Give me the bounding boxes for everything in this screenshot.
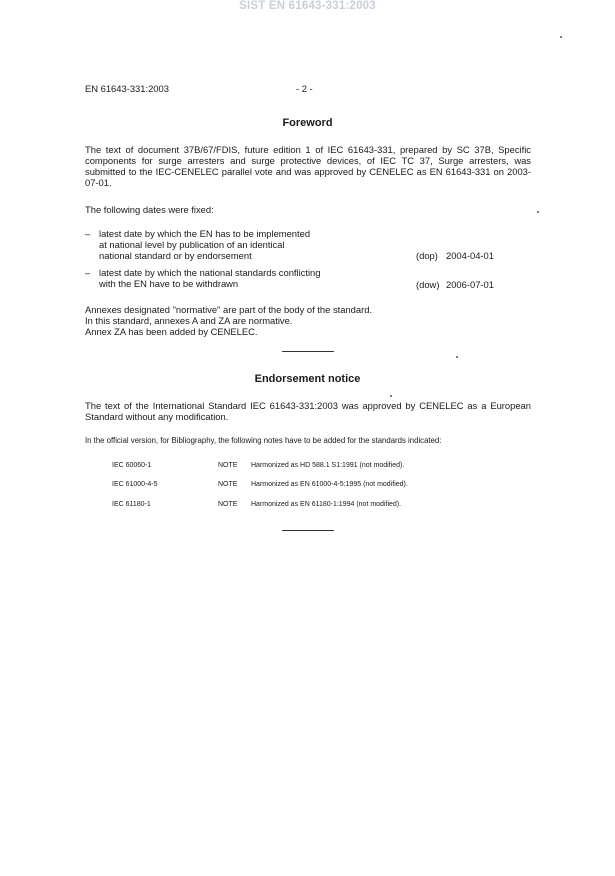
scan-speck bbox=[537, 211, 539, 213]
dates-item-line: at national level by publication of an identical bbox=[99, 239, 285, 250]
bibliography-intro: In the official version, for Bibliography, the following notes have to be added for the standards indicated: bbox=[85, 436, 442, 445]
list-bullet: – bbox=[85, 267, 91, 278]
dates-item-line: national standard or by endorsement bbox=[99, 250, 252, 261]
note-label: NOTE bbox=[218, 501, 238, 508]
note-text: Harmonized as HD 588.1 S1:1991 (not modified). bbox=[251, 462, 405, 469]
endorsement-paragraph: The text of the International Standard IEC 61643-331:2003 was approved by CENELEC as a European Standard without any modification. bbox=[85, 400, 531, 422]
annex-line: Annex ZA has been added by CENELEC. bbox=[85, 326, 258, 337]
dates-item-line: with the EN have to be withdrawn bbox=[99, 278, 239, 289]
scan-speck bbox=[560, 36, 562, 38]
scan-speck bbox=[456, 356, 458, 358]
section-divider bbox=[282, 530, 334, 531]
dates-item-line: latest date by which the national standards conflicting bbox=[99, 267, 321, 278]
list-bullet: – bbox=[85, 228, 91, 239]
foreword-intro-paragraph: The text of document 37B/67/FDIS, future edition 1 of IEC 61643-331, prepared by SC 37B, Specific components for surge arresters and surge protective devices, of IEC TC 37, Surge arresters, was submitted to the IEC-CENELEC parallel vote and was approved by CENELEC as EN 61643-331 on 2003-07-01. bbox=[85, 144, 531, 188]
dates-item-code: (dop) bbox=[416, 250, 438, 261]
note-standard: IEC 61180-1 bbox=[112, 501, 151, 508]
note-text: Harmonized as EN 61180-1:1994 (not modified). bbox=[251, 501, 402, 508]
note-label: NOTE bbox=[218, 462, 238, 469]
scan-speck bbox=[390, 395, 392, 397]
foreword-heading: Foreword bbox=[282, 117, 333, 129]
watermark-text: SIST EN 61643-331:2003 bbox=[239, 0, 376, 12]
page-number: - 2 - bbox=[296, 83, 313, 94]
dates-item-date: 2004-04-01 bbox=[446, 250, 494, 261]
note-text: Harmonized as EN 61000-4-5:1995 (not modified). bbox=[251, 481, 408, 488]
note-standard: IEC 61000-4-5 bbox=[112, 481, 158, 488]
document-id: EN 61643-331:2003 bbox=[85, 83, 169, 94]
note-standard: IEC 60060-1 bbox=[112, 462, 152, 469]
annex-line: In this standard, annexes A and ZA are normative. bbox=[85, 315, 293, 326]
dates-item-date: 2006-07-01 bbox=[446, 279, 494, 290]
note-label: NOTE bbox=[218, 481, 238, 488]
dates-item-line: latest date by which the EN has to be implemented bbox=[99, 228, 311, 239]
annex-line: Annexes designated "normative" are part of the body of the standard. bbox=[85, 304, 373, 315]
section-divider bbox=[282, 351, 334, 352]
endorsement-heading: Endorsement notice bbox=[254, 373, 361, 385]
dates-intro: The following dates were fixed: bbox=[85, 204, 214, 215]
dates-item-code: (dow) bbox=[416, 279, 440, 290]
